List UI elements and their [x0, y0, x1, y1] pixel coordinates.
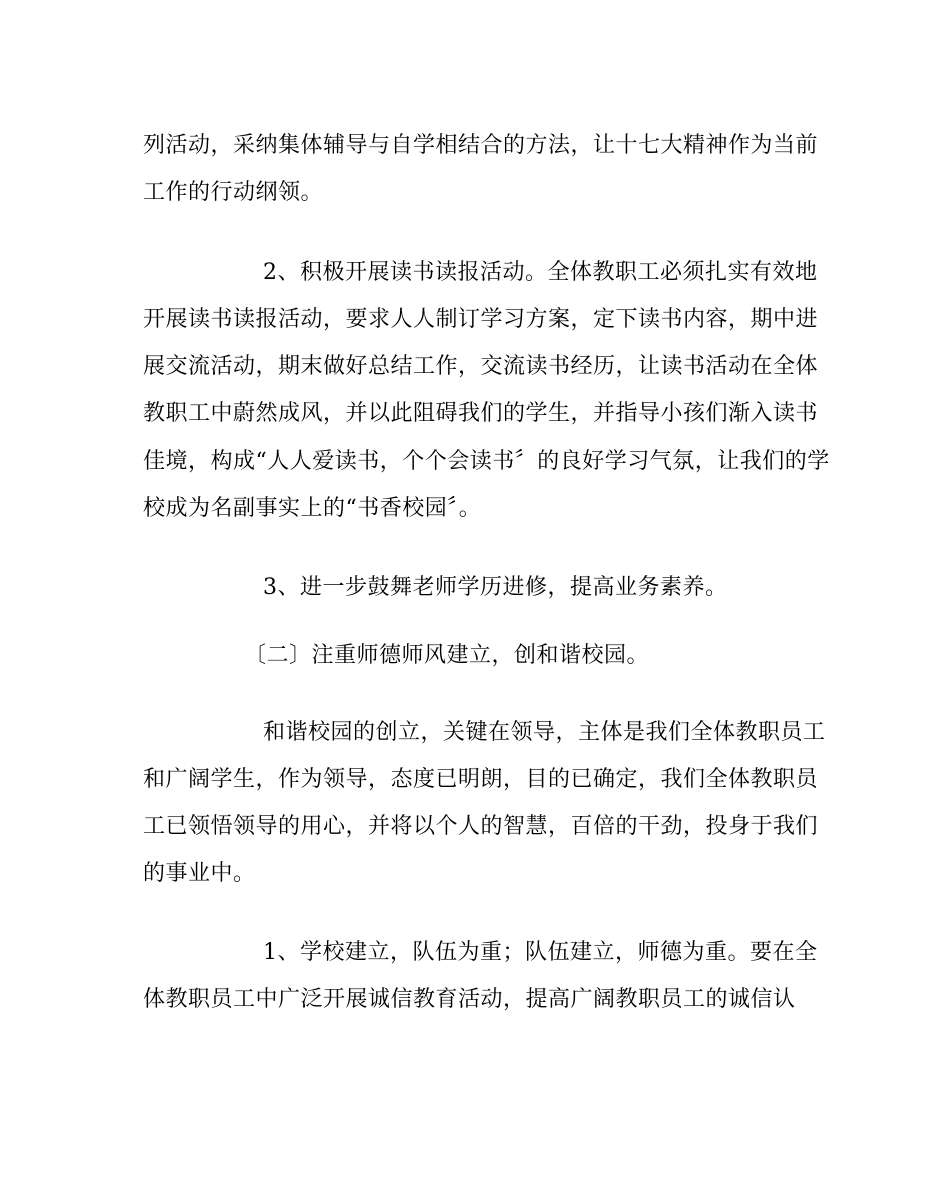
text-line: 和广阔学生，作为领导，态度已明朗，目的已确定，我们全体教职员 — [143, 767, 819, 792]
text-line: 工已领悟领导的用心，并将以个人的智慧，百倍的干劲，投身于我们 — [143, 814, 819, 839]
text-line: 的事业中。 — [143, 861, 256, 886]
text-line: 校成为名副事实上的“书香校园〞。 — [143, 496, 482, 521]
text-line: 佳境，构成“人人爱读书，个个会读书〞的良好学习气氛，让我们的学 — [143, 449, 830, 474]
paragraph-3-start: 3、进一步鼓舞老师学历进修，提高业务素养。 — [263, 575, 728, 600]
text-line: 工作的行动纲领。 — [143, 180, 324, 205]
paragraph-start: 和谐校园的创立，关键在领导，主体是我们全体教职员工 — [263, 720, 826, 745]
section-heading: 〔二〕注重师德师风建立，创和谐校园。 — [244, 643, 650, 668]
text-line: 教职工中蔚然成风，并以此阻碍我们的学生，并指导小孩们渐入读书 — [143, 401, 819, 426]
paragraph-2-start: 2、积极开展读书读报活动。全体教职工必须扎实有效地 — [263, 260, 818, 285]
paragraph-1-start: 1、学校建立，队伍为重；队伍建立，师德为重。要在全 — [263, 940, 818, 965]
text-line: 开展读书读报活动，要求人人制订学习方案，定下读书内容，期中进 — [143, 307, 819, 332]
text-line: 体教职员工中广泛开展诚信教育活动，提高广阔教职员工的诚信认 — [143, 987, 796, 1012]
text-line: 展交流活动，期末做好总结工作，交流读书经历，让读书活动在全体 — [143, 354, 819, 379]
text-line: 列活动，采纳集体辅导与自学相结合的方法，让十七大精神作为当前 — [143, 133, 819, 158]
